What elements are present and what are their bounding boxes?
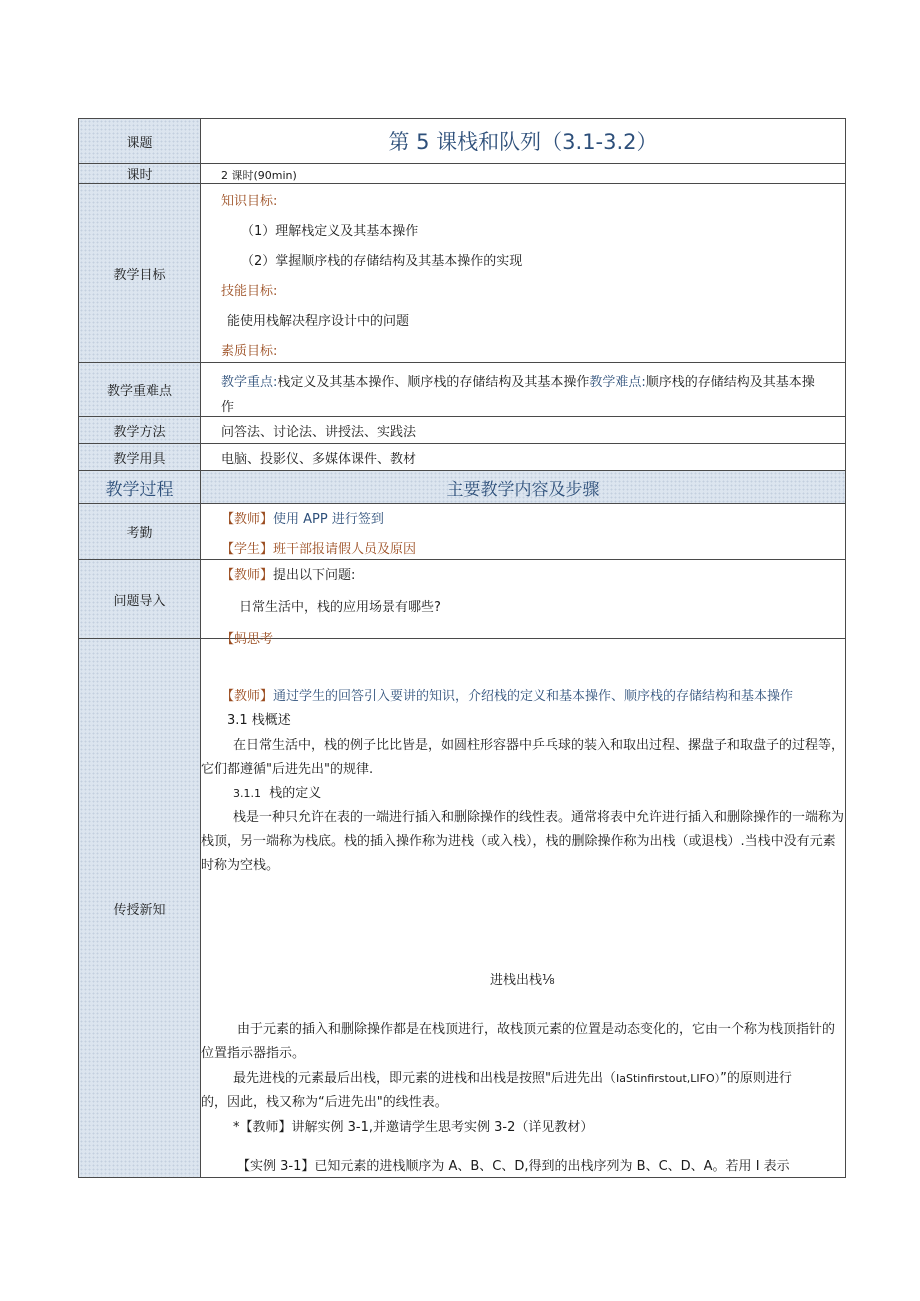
hard-text-continued: 作: [221, 400, 235, 415]
p4-line-2: 的，因此，栈又称为“后进先出"的线性表。: [201, 1095, 448, 1110]
hours-label: 课时: [79, 164, 201, 184]
key-points-label: 教学重难点: [79, 363, 201, 417]
skill-heading: 技能目标:: [221, 284, 278, 299]
p6-line: 【实例 3-1】已知元素的进栈顺序为 A、B、C、D,得到的出栈序列为 B、C、D、A。若用 I 表示: [237, 1159, 790, 1174]
teaching-teacher-tag: 【教师】: [221, 689, 274, 704]
knowledge-heading: 知识目标:: [221, 194, 278, 209]
hours-row: [79, 164, 846, 184]
p4-line-1: [233, 1067, 792, 1086]
p2-line-1: 栈是一种只允许在表的一端进行插入和删除操作的线性表。通常将表中允许进行插入和删除操作的一端称为: [233, 810, 845, 825]
process-header-label: 教学过程: [79, 471, 201, 504]
process-header-value: 主要教学内容及步骤: [201, 471, 846, 504]
p1-line-2: 它们都遵循"后进先出"的规律.: [201, 762, 374, 777]
key-label: 教学重点:: [221, 375, 278, 390]
lesson-plan: [78, 118, 846, 1178]
objectives-cell: [201, 184, 846, 363]
lesson-title: 第 5 课栈和队列（3.1-3.2）: [201, 119, 846, 164]
figure-caption: 进栈出栈⅛: [490, 973, 555, 988]
method-row: [79, 417, 846, 444]
section-3-1-heading: 3.1 栈概述: [227, 713, 291, 728]
hard-label: 教学难点:: [589, 375, 646, 390]
student-tag: 【学生】: [221, 542, 274, 557]
section-3-1-1-number: 3.1.1: [233, 787, 261, 800]
attendance-teacher-line: [221, 508, 384, 527]
knowledge-item-1: （1）理解栈定义及其基本操作: [241, 224, 419, 239]
p3-line-2: 位置指示器指示。: [201, 1046, 306, 1061]
attendance-student-line: [221, 538, 416, 557]
attendance-row: [79, 504, 846, 560]
hours-cell: [201, 164, 846, 184]
intro-cutoff-text: 【蚂思考: [221, 632, 274, 647]
tools-row: [79, 444, 846, 471]
p2-line-2: 栈顶，另一端称为栈底。栈的插入操作称为进栈（或入栈），栈的删除操作称为出栈（或退栈）.当栈中没有元素: [201, 834, 836, 849]
p4-line-1c: ”的原则进行: [720, 1071, 792, 1086]
knowledge-item-2: （2）掌握顺序栈的存储结构及其基本操作的实现: [241, 254, 523, 269]
method-cell: [201, 417, 846, 444]
teaching-teacher-line: [221, 685, 793, 704]
quality-heading: 素质目标:: [221, 344, 278, 359]
teaching-label: 传授新知: [79, 639, 201, 1178]
objectives-label: 教学目标: [79, 184, 201, 363]
p4-line-1a: 最先进栈的元素最后出栈，即元素的进栈和出栈是按照"后进先出（: [233, 1071, 616, 1086]
teaching-row: [79, 639, 846, 1178]
key-text: 栈定义及其基本操作、顺序栈的存储结构及其基本操作: [277, 375, 590, 390]
intro-question: 日常生活中，栈的应用场景有哪些?: [239, 600, 441, 615]
p2-line-3: 时称为空栈。: [201, 858, 280, 873]
method-value: 问答法、讨论法、讲授法、实践法: [221, 424, 417, 440]
intro-teacher-line: [221, 564, 355, 583]
p4-line-1b: IaStinfirstout,LIFO）: [615, 1072, 721, 1085]
tools-cell: [201, 444, 846, 471]
section-3-1-1-heading: [233, 782, 321, 801]
key-points-line-1: [221, 371, 815, 390]
attendance-teacher-text: 使用 APP 进行签到: [273, 512, 384, 527]
intro-cell: [201, 560, 846, 647]
key-points-cell: [201, 363, 846, 417]
p5-line: *【教师】讲解实例 3-1,并邀请学生思考实例 3-2（详见教材）: [233, 1120, 594, 1135]
teacher-tag: 【教师】: [221, 512, 274, 527]
skill-item-1: 能使用栈解决程序设计中的问题: [227, 314, 410, 329]
attendance-label: 考勤: [79, 504, 201, 560]
tools-value: 电脑、投影仪、多媒体课件、教材: [221, 451, 417, 467]
section-3-1-1-title: 栈的定义: [269, 786, 322, 801]
lesson-plan-table: [78, 118, 846, 1178]
intro-row: [79, 560, 846, 639]
teaching-cell: [201, 639, 846, 1178]
intro-teacher-tag: 【教师】: [221, 568, 274, 583]
attendance-student-text: 班干部报请假人员及原因: [273, 542, 417, 557]
p3-line-1: 由于元素的插入和删除操作都是在栈顶进行，故栈顶元素的位置是动态变化的，它由一个称为栈顶指针的: [237, 1022, 836, 1037]
intro-label: 问题导入: [79, 560, 201, 639]
key-points-row: [79, 363, 846, 417]
tools-label: 教学用具: [79, 444, 201, 471]
hours-value: 2 课时(90min): [221, 169, 297, 182]
teaching-teacher-text: 通过学生的回答引入要讲的知识，介绍栈的定义和基本操作、顺序栈的存储结构和基本操作: [273, 689, 794, 704]
attendance-cell: [201, 504, 846, 560]
process-header-row: [79, 471, 846, 504]
method-label: 教学方法: [79, 417, 201, 444]
p1-line-1: 在日常生活中，栈的例子比比皆是，如圆柱形容器中乒乓球的装入和取出过程、摞盘子和取盘子的过程等，: [233, 738, 845, 753]
hard-text: 顺序栈的存储结构及其基本操: [645, 375, 815, 390]
topic-label: 课题: [79, 119, 201, 164]
topic-row: [79, 119, 846, 164]
intro-teacher-text: 提出以下问题:: [273, 568, 356, 583]
objectives-row: [79, 184, 846, 363]
